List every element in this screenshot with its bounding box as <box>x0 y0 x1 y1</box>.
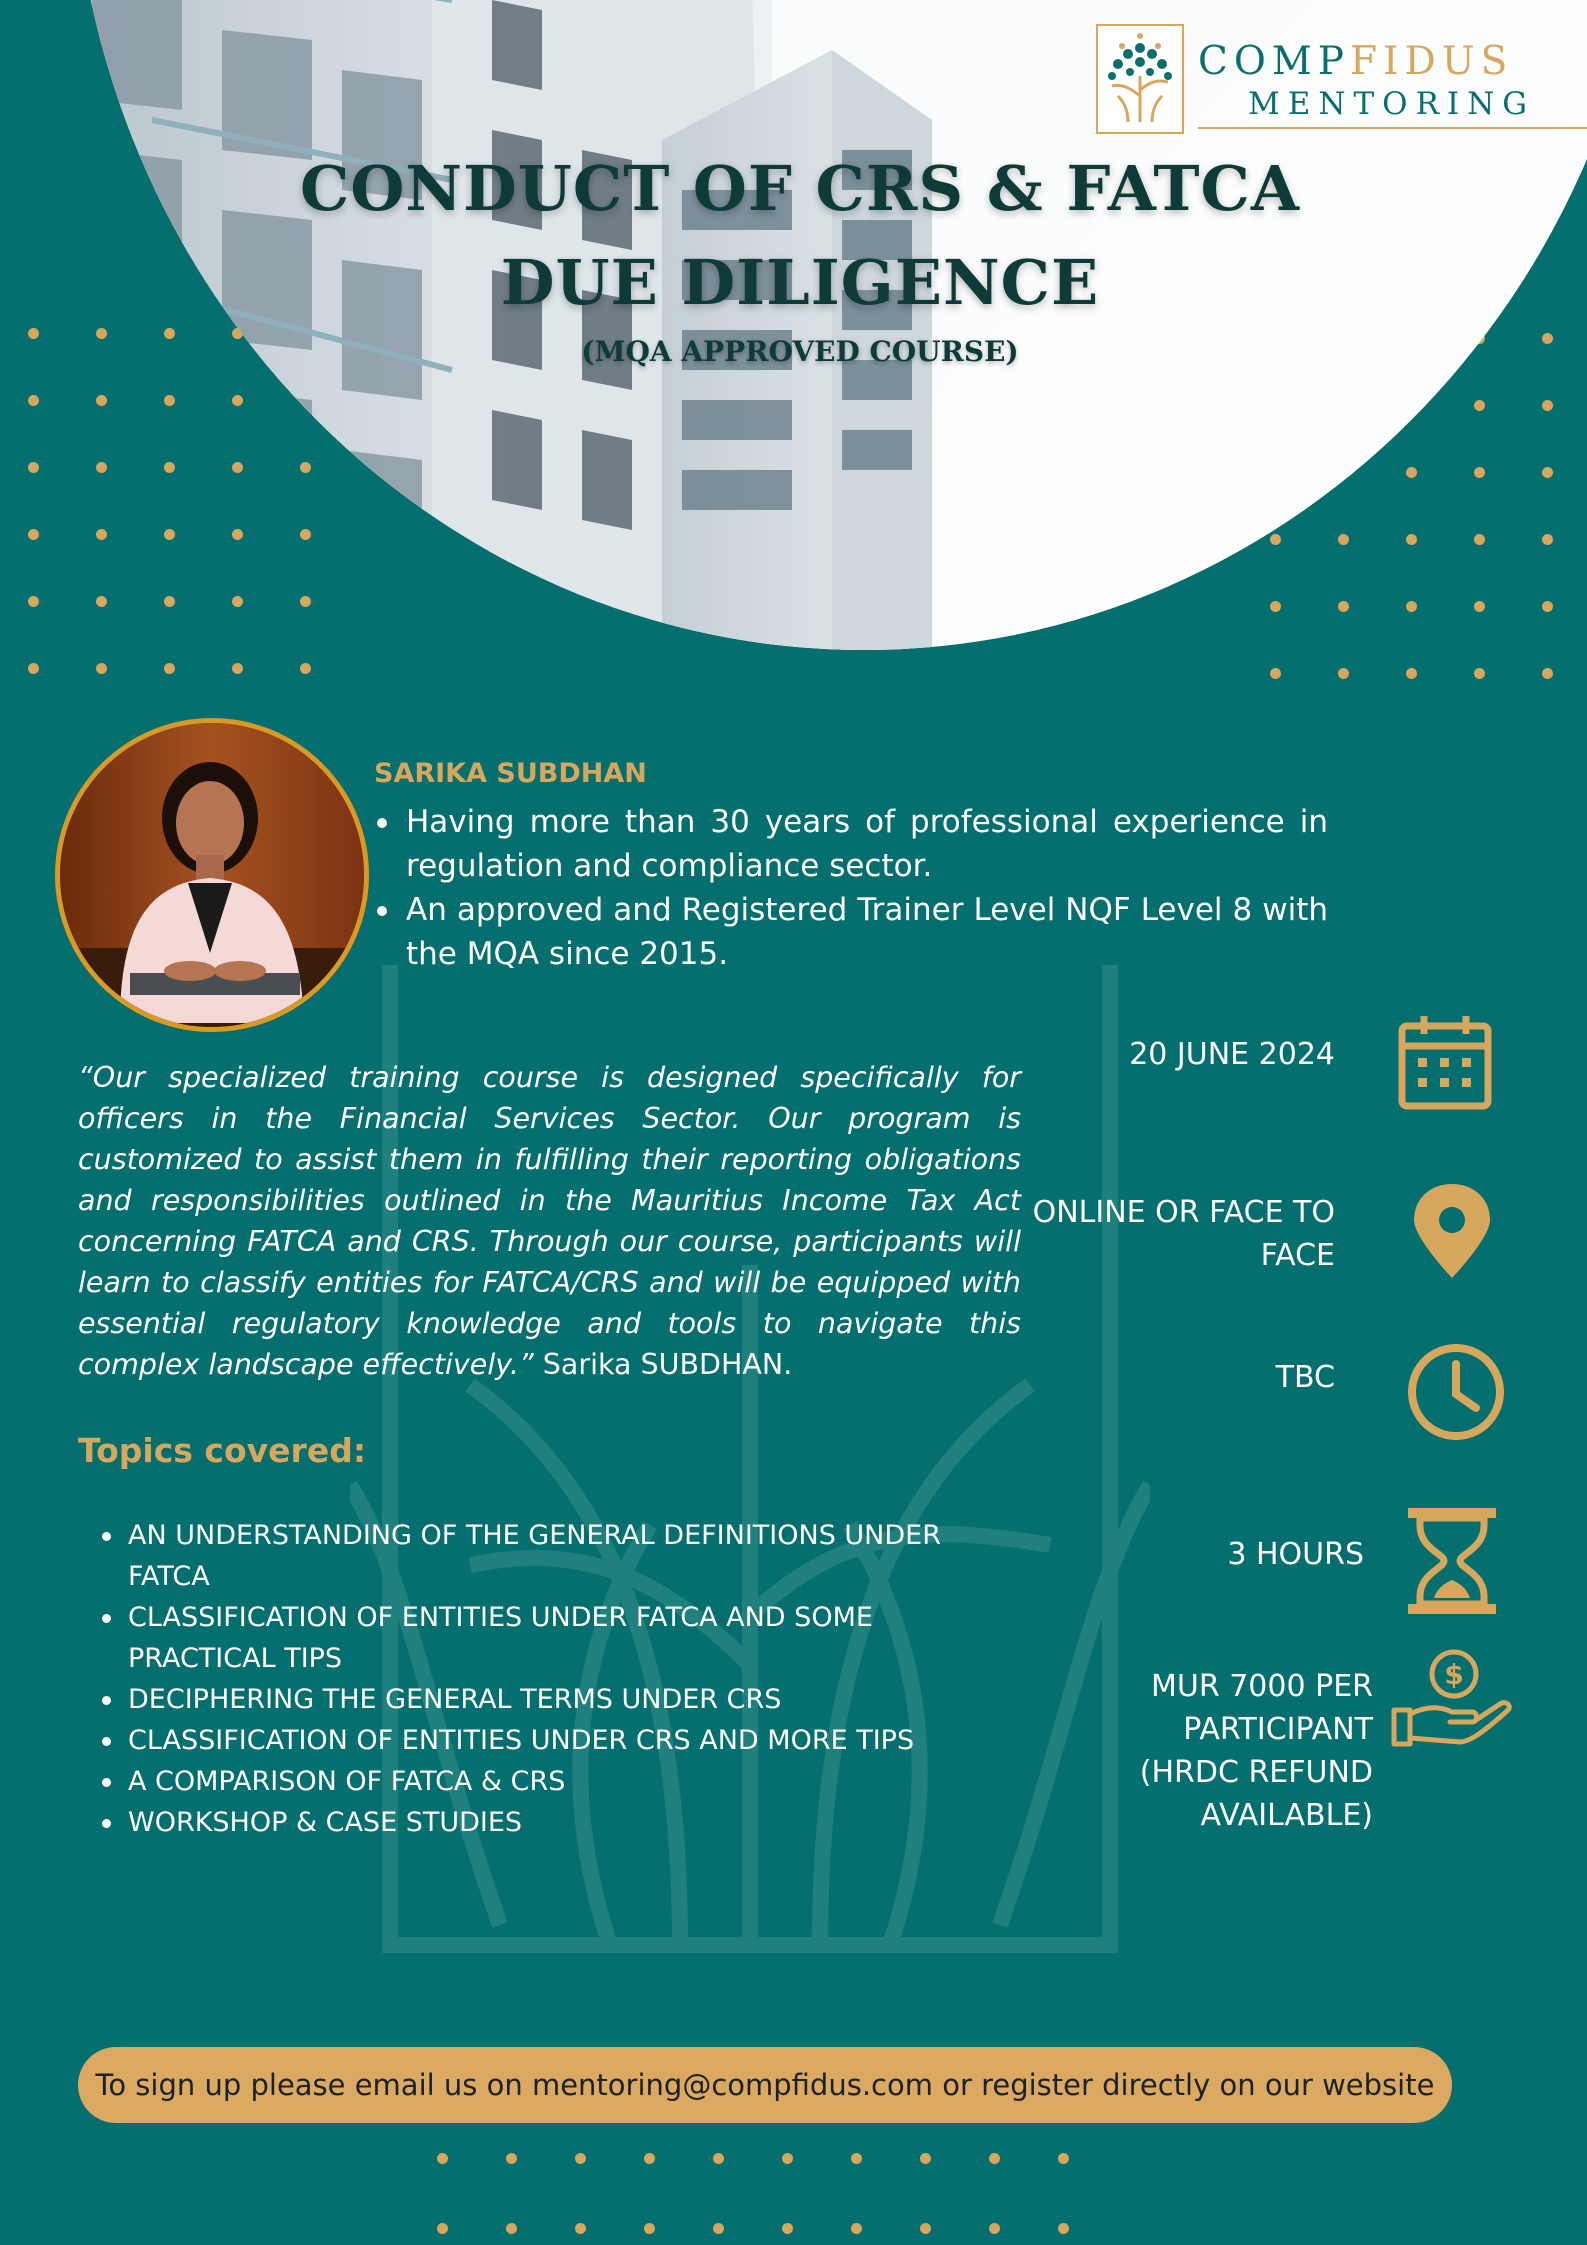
decorative-dot <box>300 529 311 540</box>
decorative-dot <box>1542 668 1553 679</box>
topics-list <box>100 1515 980 1843</box>
decorative-dot <box>782 2223 793 2234</box>
decorative-dot <box>1058 2223 1069 2234</box>
trainer-name: SARIKA SUBDHAN <box>374 758 647 789</box>
decorative-dot <box>575 2223 586 2234</box>
decorative-dot <box>28 596 39 607</box>
decorative-dot <box>506 2153 517 2164</box>
trainer-photo <box>55 718 369 1032</box>
title-line-2: DUE DILIGENCE <box>500 246 1100 319</box>
decorative-dot <box>164 395 175 406</box>
decorative-dot <box>1406 467 1417 478</box>
decorative-dot <box>232 395 243 406</box>
decorative-dot <box>1474 601 1485 612</box>
decorative-dot <box>96 395 107 406</box>
decorative-dot <box>1270 534 1281 545</box>
decorative-dot <box>300 462 311 473</box>
decorative-dot <box>164 328 175 339</box>
decorative-dot <box>1542 601 1553 612</box>
decorative-dot <box>232 529 243 540</box>
decorative-dot <box>1338 601 1349 612</box>
decorative-dot <box>1406 534 1417 545</box>
hourglass-icon <box>1404 1506 1500 1616</box>
tree-logo-icon <box>1096 24 1184 134</box>
decorative-dot <box>644 2153 655 2164</box>
decorative-dot <box>232 462 243 473</box>
decorative-dot <box>28 663 39 674</box>
location-text <box>1033 1191 1335 1277</box>
calendar-icon <box>1396 1012 1494 1112</box>
decorative-dot <box>1338 668 1349 679</box>
topic-item: AN UNDERSTANDING OF THE GENERAL DEFINITIONS UNDER FATCA <box>100 1515 980 1597</box>
decorative-dot <box>96 596 107 607</box>
decorative-dot <box>1542 534 1553 545</box>
decorative-dot <box>1270 668 1281 679</box>
decorative-dot <box>232 596 243 607</box>
decorative-dot <box>506 2223 517 2234</box>
decorative-dot <box>1058 2153 1069 2164</box>
decorative-dot <box>989 2223 1000 2234</box>
course-description-quote <box>78 1057 1021 1385</box>
clock-icon <box>1406 1342 1506 1442</box>
price-line-2: PARTICIPANT <box>1183 1712 1373 1747</box>
decorative-dot <box>989 2153 1000 2164</box>
brand-name: COMPFIDUS <box>1198 39 1514 84</box>
decorative-dot <box>1542 333 1553 344</box>
decorative-dot <box>782 2153 793 2164</box>
credential-item: An approved and Registered Trainer Level NQF Level 8 with the MQA since 2015. <box>374 888 1328 976</box>
decorative-dot <box>28 395 39 406</box>
duration-text: 3 HOURS <box>1227 1537 1364 1572</box>
title-line-1: CONDUCT OF CRS & FATCA <box>299 152 1300 225</box>
decorative-dot <box>96 529 107 540</box>
decorative-dot <box>1474 400 1485 411</box>
decorative-dot <box>164 663 175 674</box>
decorative-dot <box>96 663 107 674</box>
svg-text:$: $ <box>1444 1658 1464 1691</box>
course-subtitle: (MQA APPROVED COURSE) <box>581 335 1019 368</box>
trainer-credentials <box>374 800 1328 976</box>
decorative-dot <box>1542 467 1553 478</box>
decorative-dot <box>851 2223 862 2234</box>
decorative-dot <box>96 328 107 339</box>
decorative-dot <box>1406 668 1417 679</box>
decorative-dot <box>164 529 175 540</box>
price-line-3: (HRDC REFUND <box>1139 1755 1373 1790</box>
decorative-dot <box>713 2223 724 2234</box>
decorative-dot <box>1542 400 1553 411</box>
price-text <box>1140 1665 1373 1837</box>
decorative-dot <box>644 2223 655 2234</box>
decorative-dot <box>232 663 243 674</box>
decorative-dot <box>300 663 311 674</box>
decorative-dot <box>920 2223 931 2234</box>
decorative-dot <box>1474 534 1485 545</box>
credential-item: Having more than 30 years of professional experience in regulation and compliance sector. <box>374 800 1328 888</box>
topic-item: DECIPHERING THE GENERAL TERMS UNDER CRS <box>100 1679 980 1720</box>
location-line-2: FACE <box>1260 1238 1335 1273</box>
location-line-1: ONLINE OR FACE TO <box>1032 1195 1335 1230</box>
decorative-dot <box>164 596 175 607</box>
decorative-dot <box>713 2153 724 2164</box>
price-line-4: AVAILABLE) <box>1200 1798 1373 1833</box>
topic-item: CLASSIFICATION OF ENTITIES UNDER CRS AND MORE TIPS <box>100 1720 980 1761</box>
course-title <box>240 142 1360 374</box>
map-pin-icon <box>1410 1182 1494 1280</box>
time-text: TBC <box>1275 1360 1335 1395</box>
decorative-dot <box>300 596 311 607</box>
decorative-dot <box>28 462 39 473</box>
quote-attribution: Sarika SUBDHAN. <box>533 1348 793 1381</box>
decorative-dot <box>28 529 39 540</box>
compfidus-logo <box>1096 24 1536 134</box>
topic-item: WORKSHOP & CASE STUDIES <box>100 1802 980 1843</box>
date-text: 20 JUNE 2024 <box>1129 1037 1335 1072</box>
decorative-dot <box>1406 601 1417 612</box>
decorative-dot <box>1270 601 1281 612</box>
money-hand-icon <box>1390 1648 1514 1752</box>
signup-banner: To sign up please email us on mentoring@compfidus.com or register directly on our website <box>78 2047 1452 2123</box>
quote-text: “Our specialized training course is designed specifically for officers in the Financial Services Sector. Our program is customized to assist them in fulfilling their reporting obligations and responsibilities outlined in the Mauritius Income Tax Act concerning FATCA and CRS. Through our course, participants will learn to classify entities for FATCA/CRS and will be equipped with essential regulatory knowledge and tools to navigate this complex landscape effectively.” <box>78 1061 1021 1381</box>
decorative-dot <box>437 2223 448 2234</box>
decorative-dot <box>28 328 39 339</box>
topic-item: A COMPARISON OF FATCA & CRS <box>100 1761 980 1802</box>
logo-underline <box>1198 127 1587 129</box>
decorative-dot <box>164 462 175 473</box>
trainer-bio <box>374 756 1328 976</box>
decorative-dot <box>1474 668 1485 679</box>
decorative-dot <box>851 2153 862 2164</box>
decorative-dot <box>1474 467 1485 478</box>
decorative-dot <box>575 2153 586 2164</box>
price-line-1: MUR 7000 PER <box>1151 1669 1373 1704</box>
decorative-dot <box>437 2153 448 2164</box>
brand-tagline: MENTORING <box>1248 86 1536 122</box>
decorative-dot <box>96 462 107 473</box>
decorative-dot <box>920 2153 931 2164</box>
topic-item: CLASSIFICATION OF ENTITIES UNDER FATCA AND SOME PRACTICAL TIPS <box>100 1597 980 1679</box>
topics-heading: Topics covered: <box>78 1431 367 1470</box>
decorative-dot <box>1338 534 1349 545</box>
